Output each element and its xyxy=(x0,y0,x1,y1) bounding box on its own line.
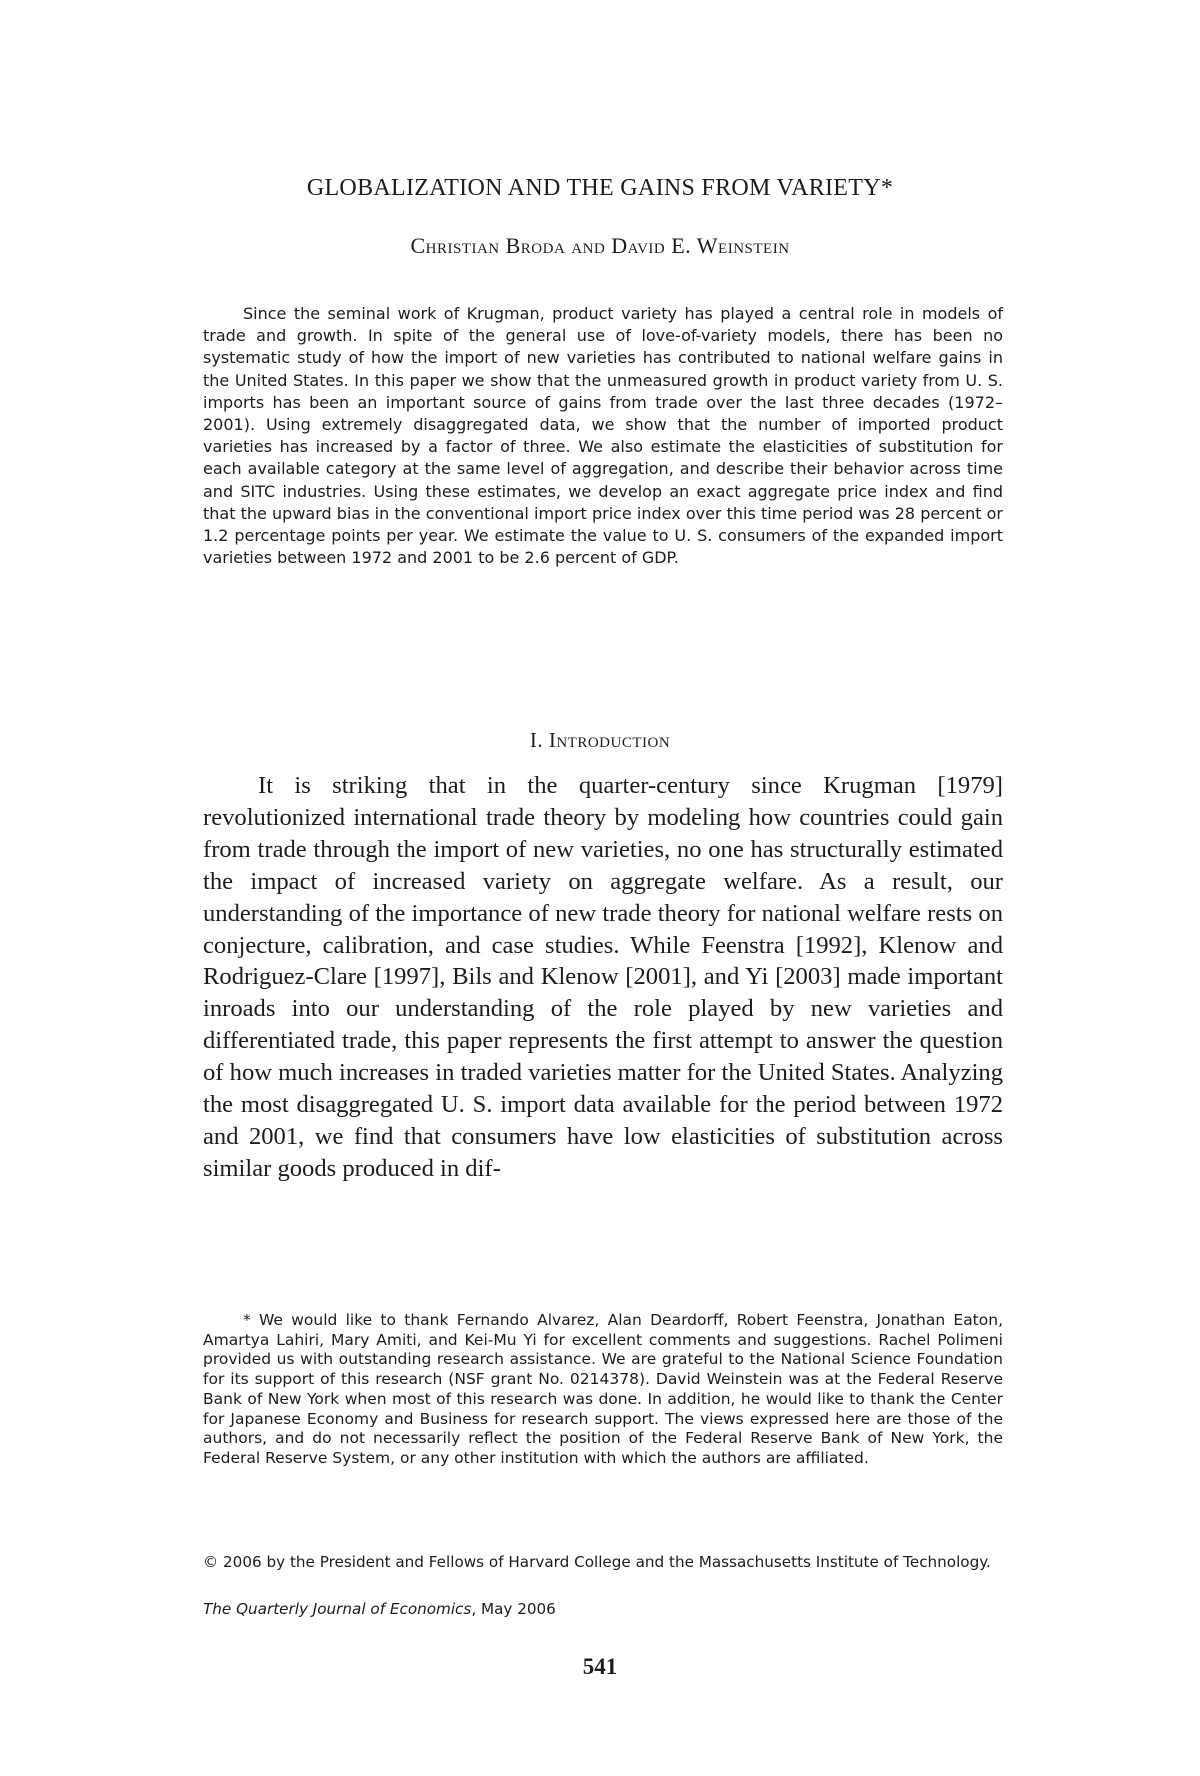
acknowledgement-footnote: * We would like to thank Fernando Alvarez, Alan Deardorff, Robert Feenstra, Jonathan Eaton, Amartya Lahiri, Mary Amiti, and Kei-Mu Yi for excellent comments and suggestions. Rachel Polimeni provided us with outstanding research assistance. We are grateful to the National Science Foundation for its support of this research (NSF grant No. 0214378). David Weinstein was at the Federal Reserve Bank of New York when most of this research was done. In addition, he would like to thank the Center for Japanese Economy and Business for research support. The views expressed here are those of the authors, and do not necessarily reflect the position of the Federal Reserve Bank of New York, the Federal Reserve System, or any other institution with which the authors are affiliated. xyxy=(203,1311,1003,1467)
journal-date: , May 2006 xyxy=(471,1600,556,1618)
page-number: 541 xyxy=(582,1654,618,1679)
paper-authors: Christian Broda and David E. Weinstein xyxy=(410,233,790,258)
copyright-notice: © 2006 by the President and Fellows of Harvard College and the Massachusetts Institute of Technology. xyxy=(203,1553,991,1571)
paper-title: GLOBALIZATION AND THE GAINS FROM VARIETY* xyxy=(306,175,894,201)
journal-name: The Quarterly Journal of Economics xyxy=(203,1600,472,1618)
introduction-paragraph: It is striking that in the quarter-century since Krugman [1979] revolutionized international trade theory by modeling how countries could gain from trade through the import of new varieties, no one has structurally estimated the impact of increased variety on aggregate welfare. As a result, our understanding of the importance of new trade theory for national welfare rests on conjecture, calibration, and case studies. While Feenstra [1992], Klenow and Rodriguez-Clare [1997], Bils and Klenow [2001], and Yi [2003] made important inroads into our understanding of the role played by new varieties and differentiated trade, this paper represents the first attempt to answer the question of how much increases in traded varieties matter for the United States. Analyzing the most disaggregated U. S. import data available for the period between 1972 and 2001, we find that consumers have low elasticities of substitution across similar goods produced in dif- xyxy=(203,772,1003,1182)
journal-citation xyxy=(203,1599,1003,1620)
abstract: Since the seminal work of Krugman, product variety has played a central role in models of trade and growth. In spite of the general use of love-of-variety models, there has been no systematic study of how the import of new varieties has contributed to national welfare gains in the United States. In this paper we show that the unmeasured growth in product variety from U. S. imports has been an important source of gains from trade over the last three decades (1972–2001). Using extremely disaggregated data, we show that the number of imported product varieties has increased by a factor of three. We also estimate the elasticities of substitution for each available category at the same level of aggregation, and describe their behavior across time and SITC industries. Using these estimates, we develop an exact aggregate price index and find that the upward bias in the conventional import price index over this time period was 28 percent or 1.2 percentage points per year. We estimate the value to U. S. consumers of the expanded import varieties between 1972 and 2001 to be 2.6 percent of GDP. xyxy=(203,304,1003,568)
section-heading-introduction: I. Introduction xyxy=(529,728,671,752)
